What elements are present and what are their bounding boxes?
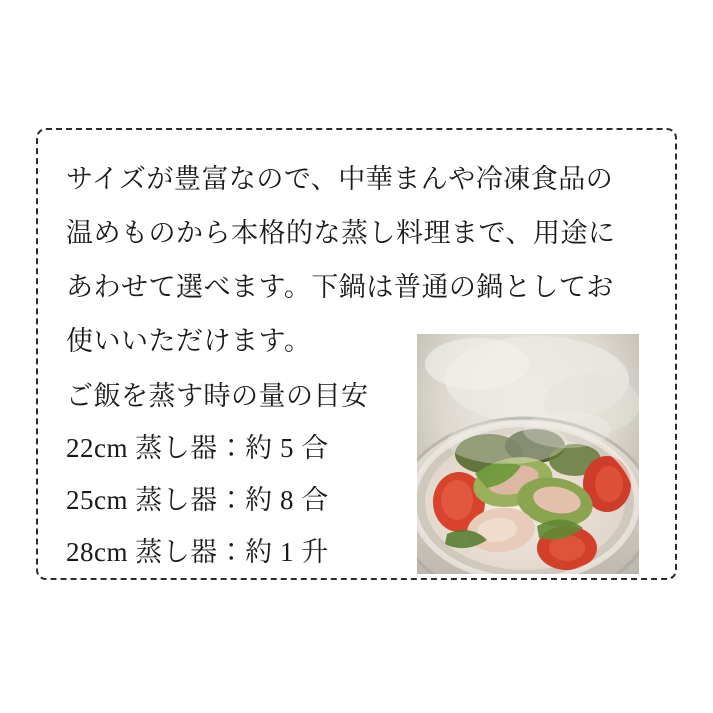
description-line: サイズが豊富なので、中華まんや冷凍食品の <box>66 164 614 194</box>
description-line: 温めものから本格的な蒸し料理まで、用途に <box>66 218 616 248</box>
card-content <box>66 152 657 567</box>
guide-item: 25cm 蒸し器：約 8 合 <box>66 485 329 515</box>
food-photo <box>417 334 639 574</box>
guide-item: 28cm 蒸し器：約 1 升 <box>66 537 329 567</box>
description-line: あわせて選べます。下鍋は普通の鍋としてお <box>66 272 614 302</box>
description-line: 使いいただけます。 <box>66 326 312 356</box>
info-card <box>36 128 677 580</box>
guide-item: 22cm 蒸し器：約 5 合 <box>66 433 329 463</box>
guide-title: ご飯を蒸す時の量の目安 <box>66 381 369 411</box>
